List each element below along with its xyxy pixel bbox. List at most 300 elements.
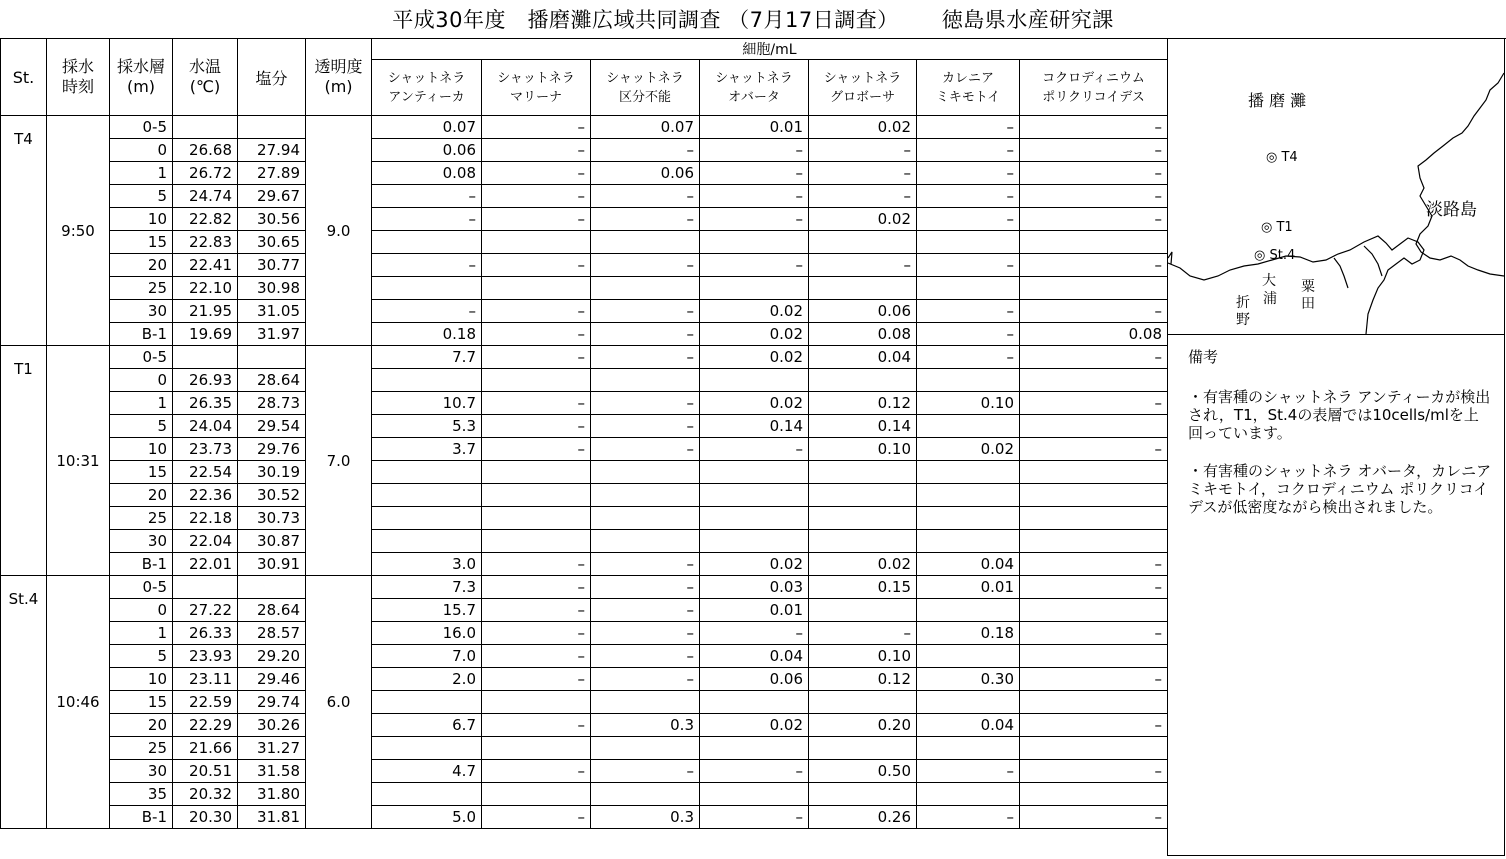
cell-density: – bbox=[591, 346, 700, 369]
cell-density bbox=[700, 691, 809, 714]
layer-cell: B-1 bbox=[110, 323, 173, 346]
cell-density: – bbox=[482, 116, 591, 139]
cell-density: 0.02 bbox=[809, 553, 917, 576]
temp-cell: 20.51 bbox=[173, 760, 238, 783]
layer-cell: 1 bbox=[110, 162, 173, 185]
layer-cell: 0-5 bbox=[110, 576, 173, 599]
cell-density bbox=[809, 691, 917, 714]
cell-density: – bbox=[372, 208, 482, 231]
cell-density bbox=[591, 737, 700, 760]
temp-cell: 20.32 bbox=[173, 783, 238, 806]
layer-cell: 25 bbox=[110, 277, 173, 300]
temp-cell: 21.95 bbox=[173, 300, 238, 323]
header-salinity: 塩分 bbox=[238, 39, 306, 116]
header-species-7: コクロディニウム ポリクリコイデス bbox=[1020, 60, 1168, 116]
location-map bbox=[1168, 38, 1504, 335]
layer-cell: 30 bbox=[110, 530, 173, 553]
cell-density bbox=[372, 691, 482, 714]
salinity-cell bbox=[238, 346, 306, 369]
cell-density bbox=[700, 737, 809, 760]
temp-cell: 22.41 bbox=[173, 254, 238, 277]
table-row bbox=[1, 254, 1168, 277]
salinity-cell: 30.19 bbox=[238, 461, 306, 484]
temp-cell: 20.30 bbox=[173, 806, 238, 829]
cell-density: – bbox=[1020, 300, 1168, 323]
cell-density: 0.12 bbox=[809, 392, 917, 415]
table-row bbox=[1, 760, 1168, 783]
cell-density: 0.3 bbox=[591, 714, 700, 737]
salinity-cell bbox=[238, 576, 306, 599]
layer-cell: 5 bbox=[110, 185, 173, 208]
cell-density: – bbox=[591, 139, 700, 162]
sampling-time: 9:50 bbox=[47, 116, 110, 346]
layer-cell: 0-5 bbox=[110, 116, 173, 139]
place-orino-1: 折 bbox=[1236, 295, 1250, 311]
remarks-section bbox=[1188, 348, 1493, 536]
table-row bbox=[1, 438, 1168, 461]
cell-density: – bbox=[482, 668, 591, 691]
cell-density: – bbox=[917, 806, 1020, 829]
cell-density: – bbox=[700, 760, 809, 783]
cell-density: – bbox=[1020, 622, 1168, 645]
layer-cell: B-1 bbox=[110, 806, 173, 829]
table-row bbox=[1, 507, 1168, 530]
place-orino-2: 野 bbox=[1236, 312, 1250, 328]
cell-density bbox=[482, 277, 591, 300]
salinity-cell: 29.76 bbox=[238, 438, 306, 461]
table-row bbox=[1, 461, 1168, 484]
table-row bbox=[1, 622, 1168, 645]
cell-density: – bbox=[917, 139, 1020, 162]
cell-density bbox=[809, 461, 917, 484]
layer-cell: 5 bbox=[110, 415, 173, 438]
cell-density bbox=[482, 691, 591, 714]
cell-density bbox=[700, 231, 809, 254]
cell-density: – bbox=[482, 714, 591, 737]
place-awata-2: 田 bbox=[1301, 296, 1315, 312]
cell-density: 0.04 bbox=[700, 645, 809, 668]
header-species-3: シャットネラ 区分不能 bbox=[591, 60, 700, 116]
cell-density bbox=[591, 484, 700, 507]
layer-cell: 20 bbox=[110, 254, 173, 277]
salinity-cell: 30.52 bbox=[238, 484, 306, 507]
cell-density: 0.10 bbox=[809, 438, 917, 461]
temp-cell: 23.73 bbox=[173, 438, 238, 461]
cell-density: – bbox=[482, 185, 591, 208]
temp-cell: 23.11 bbox=[173, 668, 238, 691]
sea-label: 播 磨 灘 bbox=[1248, 91, 1307, 110]
cell-density: 0.08 bbox=[809, 323, 917, 346]
cell-density: – bbox=[917, 208, 1020, 231]
cell-density: – bbox=[917, 162, 1020, 185]
cell-density: 3.7 bbox=[372, 438, 482, 461]
cell-density bbox=[917, 530, 1020, 553]
layer-cell: 15 bbox=[110, 461, 173, 484]
cell-density bbox=[482, 484, 591, 507]
table-row bbox=[1, 783, 1168, 806]
cell-density bbox=[809, 231, 917, 254]
cell-density: – bbox=[591, 622, 700, 645]
temp-cell bbox=[173, 346, 238, 369]
salinity-cell: 30.87 bbox=[238, 530, 306, 553]
cell-density: – bbox=[700, 438, 809, 461]
table-row bbox=[1, 484, 1168, 507]
page-title bbox=[0, 0, 1506, 39]
cell-density: – bbox=[700, 622, 809, 645]
layer-cell: 5 bbox=[110, 645, 173, 668]
table-row bbox=[1, 300, 1168, 323]
cell-density bbox=[917, 737, 1020, 760]
cell-density: – bbox=[591, 185, 700, 208]
layer-cell: B-1 bbox=[110, 553, 173, 576]
cell-density bbox=[1020, 369, 1168, 392]
temp-cell: 26.72 bbox=[173, 162, 238, 185]
cell-density: – bbox=[482, 599, 591, 622]
cell-density bbox=[1020, 461, 1168, 484]
table-row bbox=[1, 369, 1168, 392]
header-species-6: カレニア ミキモトイ bbox=[917, 60, 1020, 116]
cell-density bbox=[372, 369, 482, 392]
cell-density: – bbox=[917, 254, 1020, 277]
side-panel bbox=[1167, 38, 1505, 856]
cell-density bbox=[1020, 277, 1168, 300]
table-row bbox=[1, 530, 1168, 553]
cell-density bbox=[917, 484, 1020, 507]
table-row bbox=[1, 599, 1168, 622]
cell-density: 0.20 bbox=[809, 714, 917, 737]
salinity-cell: 28.64 bbox=[238, 369, 306, 392]
cell-density: 7.3 bbox=[372, 576, 482, 599]
cell-density bbox=[700, 530, 809, 553]
cell-density: 0.02 bbox=[700, 300, 809, 323]
table-row bbox=[1, 231, 1168, 254]
cell-density bbox=[917, 461, 1020, 484]
cell-density bbox=[1020, 231, 1168, 254]
station-name: T4 bbox=[1, 116, 47, 346]
cell-density: 0.50 bbox=[809, 760, 917, 783]
layer-cell: 20 bbox=[110, 714, 173, 737]
temp-cell: 24.74 bbox=[173, 185, 238, 208]
cell-density: 0.02 bbox=[700, 392, 809, 415]
cell-density: – bbox=[1020, 553, 1168, 576]
salinity-cell: 31.58 bbox=[238, 760, 306, 783]
cell-density bbox=[917, 645, 1020, 668]
temp-cell: 26.35 bbox=[173, 392, 238, 415]
cell-density: – bbox=[591, 668, 700, 691]
cell-density bbox=[809, 484, 917, 507]
salinity-cell: 29.46 bbox=[238, 668, 306, 691]
cell-density: – bbox=[700, 208, 809, 231]
place-oura-2: 浦 bbox=[1263, 291, 1277, 307]
cell-density bbox=[482, 461, 591, 484]
layer-cell: 1 bbox=[110, 392, 173, 415]
cell-density: – bbox=[700, 139, 809, 162]
island-label: 淡路島 bbox=[1426, 200, 1477, 220]
temp-cell: 27.22 bbox=[173, 599, 238, 622]
temp-cell: 24.04 bbox=[173, 415, 238, 438]
cell-density: 0.10 bbox=[809, 645, 917, 668]
cell-density: – bbox=[917, 323, 1020, 346]
cell-density: – bbox=[1020, 438, 1168, 461]
table-row bbox=[1, 714, 1168, 737]
cell-density: – bbox=[700, 162, 809, 185]
cell-density bbox=[917, 783, 1020, 806]
cell-density: – bbox=[917, 185, 1020, 208]
cell-density: 0.06 bbox=[700, 668, 809, 691]
cell-density bbox=[1020, 737, 1168, 760]
cell-density: 0.04 bbox=[809, 346, 917, 369]
cell-density: – bbox=[372, 254, 482, 277]
layer-cell: 15 bbox=[110, 231, 173, 254]
place-awata-1: 粟 bbox=[1301, 279, 1315, 295]
cell-density bbox=[809, 369, 917, 392]
cell-density bbox=[591, 691, 700, 714]
cell-density bbox=[917, 507, 1020, 530]
remark-2: ・有害種のシャットネラ オバータ，カレニア ミキモトイ，コクロディニウム ポリクリコイデスが低密度ながら検出されました。 bbox=[1188, 462, 1492, 516]
cell-density bbox=[482, 783, 591, 806]
header-species-1: シャットネラ アンティーカ bbox=[372, 60, 482, 116]
cell-density bbox=[591, 783, 700, 806]
cell-density: – bbox=[809, 622, 917, 645]
cell-density bbox=[372, 737, 482, 760]
layer-cell: 0 bbox=[110, 369, 173, 392]
table-row bbox=[1, 392, 1168, 415]
cell-density: 0.08 bbox=[1020, 323, 1168, 346]
cell-density: 0.18 bbox=[917, 622, 1020, 645]
cell-density: – bbox=[1020, 185, 1168, 208]
cell-density bbox=[482, 737, 591, 760]
cell-density bbox=[482, 507, 591, 530]
table-row bbox=[1, 185, 1168, 208]
cell-density: – bbox=[591, 438, 700, 461]
cell-density: 6.7 bbox=[372, 714, 482, 737]
table-row bbox=[1, 691, 1168, 714]
cell-density bbox=[809, 783, 917, 806]
cell-density: 7.7 bbox=[372, 346, 482, 369]
cell-density: 3.0 bbox=[372, 553, 482, 576]
salinity-cell: 31.27 bbox=[238, 737, 306, 760]
table-row bbox=[1, 162, 1168, 185]
salinity-cell: 28.64 bbox=[238, 599, 306, 622]
cell-density bbox=[917, 277, 1020, 300]
salinity-cell: 29.54 bbox=[238, 415, 306, 438]
layer-cell: 30 bbox=[110, 760, 173, 783]
cell-density: – bbox=[591, 760, 700, 783]
cell-density: – bbox=[482, 438, 591, 461]
cell-density: – bbox=[1020, 806, 1168, 829]
cell-density: 0.02 bbox=[809, 208, 917, 231]
cell-density: – bbox=[482, 323, 591, 346]
temp-cell: 22.36 bbox=[173, 484, 238, 507]
cell-density bbox=[700, 277, 809, 300]
cell-density bbox=[372, 507, 482, 530]
cell-density: – bbox=[482, 139, 591, 162]
cell-density bbox=[372, 231, 482, 254]
cell-density: 0.02 bbox=[700, 553, 809, 576]
table-row bbox=[1, 576, 1168, 599]
salinity-cell: 30.98 bbox=[238, 277, 306, 300]
cell-density: – bbox=[917, 300, 1020, 323]
cell-density: 0.08 bbox=[372, 162, 482, 185]
cell-density: 0.04 bbox=[917, 714, 1020, 737]
layer-cell: 25 bbox=[110, 507, 173, 530]
temp-cell: 22.54 bbox=[173, 461, 238, 484]
place-oura-1: 大 bbox=[1262, 273, 1276, 289]
cell-density bbox=[917, 599, 1020, 622]
cell-density: – bbox=[1020, 576, 1168, 599]
cell-density bbox=[917, 231, 1020, 254]
cell-density bbox=[809, 507, 917, 530]
table-row bbox=[1, 668, 1168, 691]
cell-density bbox=[591, 461, 700, 484]
salinity-cell: 29.20 bbox=[238, 645, 306, 668]
cell-density: – bbox=[700, 185, 809, 208]
cell-density bbox=[700, 369, 809, 392]
salinity-cell bbox=[238, 116, 306, 139]
layer-cell: 10 bbox=[110, 668, 173, 691]
table-row bbox=[1, 208, 1168, 231]
cell-density: 4.7 bbox=[372, 760, 482, 783]
cell-density: – bbox=[591, 392, 700, 415]
temp-cell: 22.29 bbox=[173, 714, 238, 737]
header-species-4: シャットネラ オバータ bbox=[700, 60, 809, 116]
station-name: St.4 bbox=[1, 576, 47, 829]
cell-density bbox=[372, 277, 482, 300]
salinity-cell: 30.56 bbox=[238, 208, 306, 231]
table-row bbox=[1, 415, 1168, 438]
cell-density: – bbox=[591, 323, 700, 346]
cell-density: – bbox=[1020, 139, 1168, 162]
cell-density: 0.12 bbox=[809, 668, 917, 691]
cell-density bbox=[591, 507, 700, 530]
cell-density: 0.02 bbox=[809, 116, 917, 139]
layer-cell: 20 bbox=[110, 484, 173, 507]
cell-density bbox=[700, 507, 809, 530]
cell-density: 0.26 bbox=[809, 806, 917, 829]
cell-density: – bbox=[482, 300, 591, 323]
temp-cell: 19.69 bbox=[173, 323, 238, 346]
cell-density bbox=[1020, 415, 1168, 438]
layer-cell: 10 bbox=[110, 438, 173, 461]
header-layer: 採水層 (m) bbox=[110, 39, 173, 116]
header-transparency: 透明度 (m) bbox=[306, 39, 372, 116]
salinity-cell: 30.26 bbox=[238, 714, 306, 737]
header-species-2: シャットネラ マリーナ bbox=[482, 60, 591, 116]
station-name: T1 bbox=[1, 346, 47, 576]
cell-density: 0.18 bbox=[372, 323, 482, 346]
cell-density: 2.0 bbox=[372, 668, 482, 691]
cell-density: 5.3 bbox=[372, 415, 482, 438]
cell-density: – bbox=[591, 254, 700, 277]
cell-density: – bbox=[482, 760, 591, 783]
cell-density bbox=[591, 231, 700, 254]
coastline-map bbox=[1168, 38, 1504, 334]
salinity-cell: 27.89 bbox=[238, 162, 306, 185]
cell-density bbox=[591, 530, 700, 553]
cell-density: – bbox=[809, 162, 917, 185]
table-row bbox=[1, 737, 1168, 760]
cell-density: 0.03 bbox=[700, 576, 809, 599]
cell-density: – bbox=[809, 254, 917, 277]
cell-density: 0.07 bbox=[591, 116, 700, 139]
table-row bbox=[1, 139, 1168, 162]
cell-density: – bbox=[700, 806, 809, 829]
survey-title: 平成30年度 播磨灘広域共同調査 （7月17日調査） bbox=[392, 8, 899, 32]
department-name: 徳島県水産研究課 bbox=[941, 8, 1114, 32]
cell-density: 0.06 bbox=[591, 162, 700, 185]
cell-density: 10.7 bbox=[372, 392, 482, 415]
layer-cell: 35 bbox=[110, 783, 173, 806]
layer-cell: 0 bbox=[110, 599, 173, 622]
cell-density: 0.06 bbox=[372, 139, 482, 162]
cell-density: 0.3 bbox=[591, 806, 700, 829]
cell-density: 7.0 bbox=[372, 645, 482, 668]
cell-density: – bbox=[1020, 346, 1168, 369]
cell-density: – bbox=[482, 553, 591, 576]
temp-cell: 26.33 bbox=[173, 622, 238, 645]
cell-density bbox=[372, 484, 482, 507]
cell-density bbox=[482, 530, 591, 553]
cell-density: – bbox=[591, 645, 700, 668]
cell-density: – bbox=[482, 806, 591, 829]
cell-density bbox=[809, 737, 917, 760]
cell-density: – bbox=[482, 576, 591, 599]
cell-density: – bbox=[809, 139, 917, 162]
cell-density bbox=[1020, 507, 1168, 530]
cell-density: – bbox=[482, 162, 591, 185]
cell-density: 0.14 bbox=[700, 415, 809, 438]
temp-cell: 22.04 bbox=[173, 530, 238, 553]
table-row bbox=[1, 553, 1168, 576]
header-species-5: シャットネラ グロボーサ bbox=[809, 60, 917, 116]
cell-density: – bbox=[1020, 162, 1168, 185]
transparency-cell: 7.0 bbox=[306, 346, 372, 576]
layer-cell: 15 bbox=[110, 691, 173, 714]
salinity-cell: 30.65 bbox=[238, 231, 306, 254]
temp-cell: 22.59 bbox=[173, 691, 238, 714]
cell-density: – bbox=[482, 622, 591, 645]
cell-density: – bbox=[591, 576, 700, 599]
cell-density bbox=[1020, 599, 1168, 622]
cell-density bbox=[700, 783, 809, 806]
cell-density bbox=[482, 231, 591, 254]
cell-density: – bbox=[482, 645, 591, 668]
cell-density bbox=[1020, 484, 1168, 507]
cell-density: – bbox=[482, 346, 591, 369]
transparency-cell: 6.0 bbox=[306, 576, 372, 829]
cell-density: – bbox=[372, 185, 482, 208]
temp-cell: 23.93 bbox=[173, 645, 238, 668]
remarks-title: 備考 bbox=[1188, 348, 1219, 366]
cell-density: – bbox=[1020, 668, 1168, 691]
station-marker-st4: ◎ St.4 bbox=[1254, 248, 1296, 263]
temp-cell: 26.68 bbox=[173, 139, 238, 162]
cell-density: – bbox=[809, 185, 917, 208]
cell-density bbox=[917, 369, 1020, 392]
cell-density: 0.30 bbox=[917, 668, 1020, 691]
cell-density: 0.14 bbox=[809, 415, 917, 438]
cell-density: – bbox=[372, 300, 482, 323]
salinity-cell: 29.74 bbox=[238, 691, 306, 714]
cell-density bbox=[1020, 783, 1168, 806]
remark-1: ・有害種のシャットネラ アンティーカが検出され，T1，St.4の表層では10cells/mlを上回っています。 bbox=[1188, 388, 1491, 442]
cell-density: 0.06 bbox=[809, 300, 917, 323]
salinity-cell: 28.57 bbox=[238, 622, 306, 645]
cell-density: 0.02 bbox=[700, 323, 809, 346]
table-row bbox=[1, 323, 1168, 346]
cell-density bbox=[1020, 645, 1168, 668]
cell-density bbox=[591, 277, 700, 300]
